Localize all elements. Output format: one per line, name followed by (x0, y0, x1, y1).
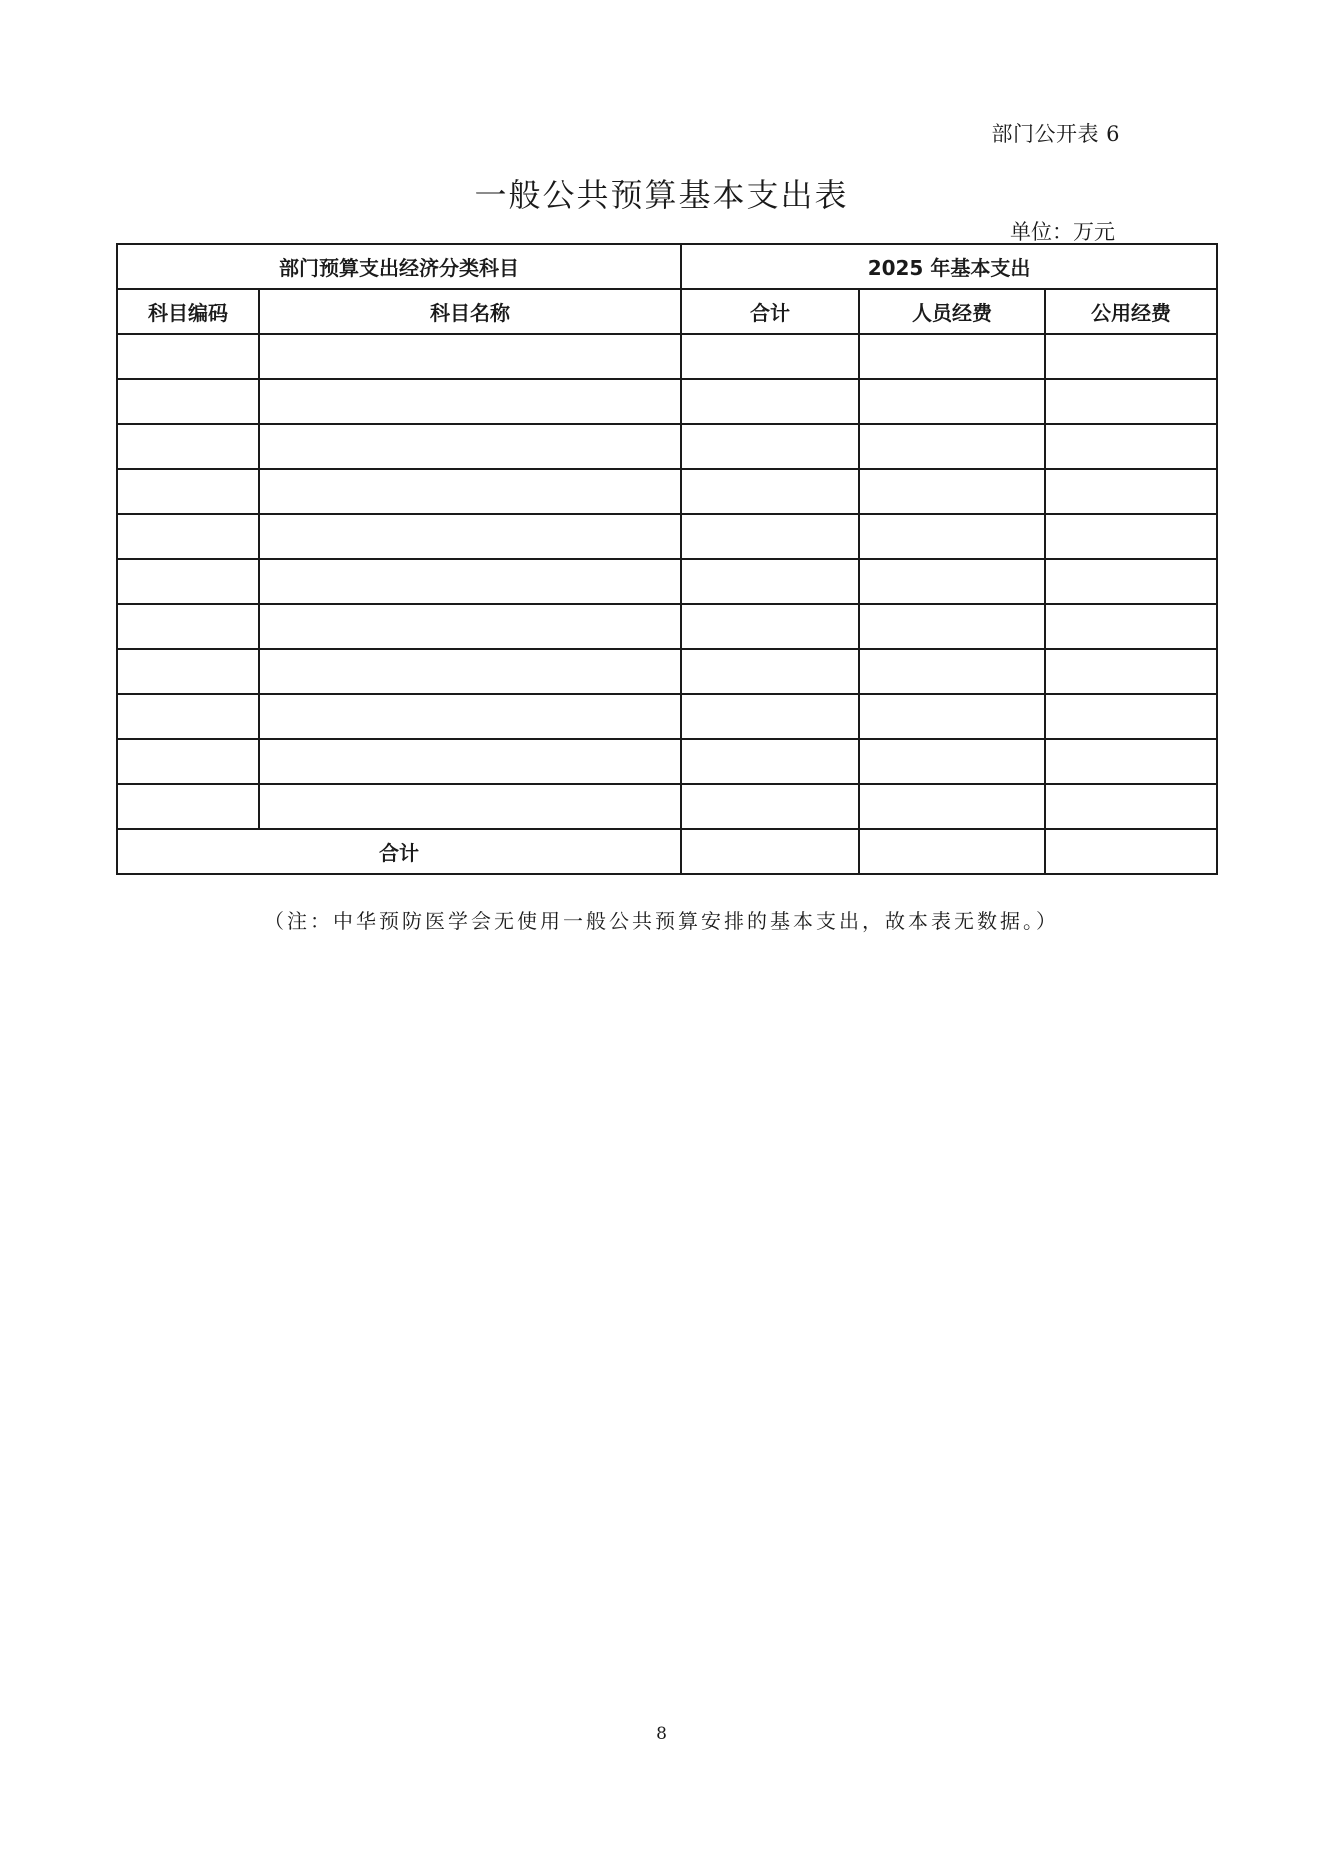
column-header-subject-name: 科目名称 (259, 289, 681, 334)
table-cell (117, 334, 259, 379)
table-cell (1045, 514, 1217, 559)
table-cell (859, 424, 1045, 469)
table-cell (681, 784, 859, 829)
table-cell (259, 514, 681, 559)
table-row (117, 739, 1217, 784)
table-cell (117, 514, 259, 559)
table-cell (1045, 424, 1217, 469)
column-header-row (117, 289, 1217, 334)
table-cell (859, 379, 1045, 424)
table-cell (859, 649, 1045, 694)
table-cell (259, 424, 681, 469)
page-number: 8 (656, 1724, 667, 1744)
table-cell (259, 649, 681, 694)
table-row (117, 784, 1217, 829)
unit-label: 单位：万元 (1010, 220, 1115, 244)
table-cell (681, 604, 859, 649)
table-cell (117, 424, 259, 469)
total-row (117, 829, 1217, 874)
table-cell (859, 784, 1045, 829)
table-cell (1045, 649, 1217, 694)
table-cell (859, 739, 1045, 784)
column-header-personnel-expense: 人员经费 (859, 289, 1045, 334)
table-cell (259, 334, 681, 379)
table-cell (259, 559, 681, 604)
total-row-cell (1045, 829, 1217, 874)
table-cell (117, 469, 259, 514)
table-cell (859, 334, 1045, 379)
table-cell (681, 739, 859, 784)
table-row (117, 514, 1217, 559)
table-cell (859, 559, 1045, 604)
table-cell (117, 694, 259, 739)
table-cell (859, 604, 1045, 649)
table-cell (117, 604, 259, 649)
table-row (117, 649, 1217, 694)
table-row (117, 424, 1217, 469)
footnote: （注：中华预防医学会无使用一般公共预算安排的基本支出，故本表无数据。） (264, 909, 1059, 933)
budget-table (116, 243, 1218, 875)
table-cell (681, 649, 859, 694)
table-cell (681, 379, 859, 424)
table-row (117, 604, 1217, 649)
table-cell (681, 424, 859, 469)
table-cell (1045, 379, 1217, 424)
table-cell (859, 469, 1045, 514)
table-cell (117, 649, 259, 694)
table-cell (1045, 739, 1217, 784)
table-cell (1045, 469, 1217, 514)
table-cell (117, 784, 259, 829)
table-cell (681, 559, 859, 604)
column-header-total: 合计 (681, 289, 859, 334)
table-cell (259, 739, 681, 784)
table-cell (259, 784, 681, 829)
group-header-row (117, 244, 1217, 289)
column-header-public-expense: 公用经费 (1045, 289, 1217, 334)
table-cell (1045, 559, 1217, 604)
table-cell (117, 379, 259, 424)
table-number-label: 部门公开表 6 (991, 122, 1120, 146)
table-cell (859, 514, 1045, 559)
table-cell (859, 694, 1045, 739)
total-row-cell (681, 829, 859, 874)
group-header-basic-expenditure: 2025 年基本支出 (681, 244, 1217, 289)
table-row (117, 334, 1217, 379)
table-cell (117, 559, 259, 604)
group-header-classification: 部门预算支出经济分类科目 (117, 244, 681, 289)
column-header-subject-code: 科目编码 (117, 289, 259, 334)
table-cell (1045, 694, 1217, 739)
table-body (117, 334, 1217, 829)
table-cell (1045, 334, 1217, 379)
table-cell (1045, 604, 1217, 649)
table-cell (681, 514, 859, 559)
table-row (117, 559, 1217, 604)
table-cell (1045, 784, 1217, 829)
total-row-label: 合计 (117, 829, 681, 874)
table-cell (681, 469, 859, 514)
table-cell (681, 694, 859, 739)
table-cell (259, 379, 681, 424)
table-row (117, 379, 1217, 424)
table-row (117, 694, 1217, 739)
total-row-cell (859, 829, 1045, 874)
table-cell (259, 604, 681, 649)
table-cell (259, 694, 681, 739)
table-cell (259, 469, 681, 514)
page-title: 一般公共预算基本支出表 (474, 176, 849, 214)
table-row (117, 469, 1217, 514)
table-cell (681, 334, 859, 379)
table-cell (117, 739, 259, 784)
